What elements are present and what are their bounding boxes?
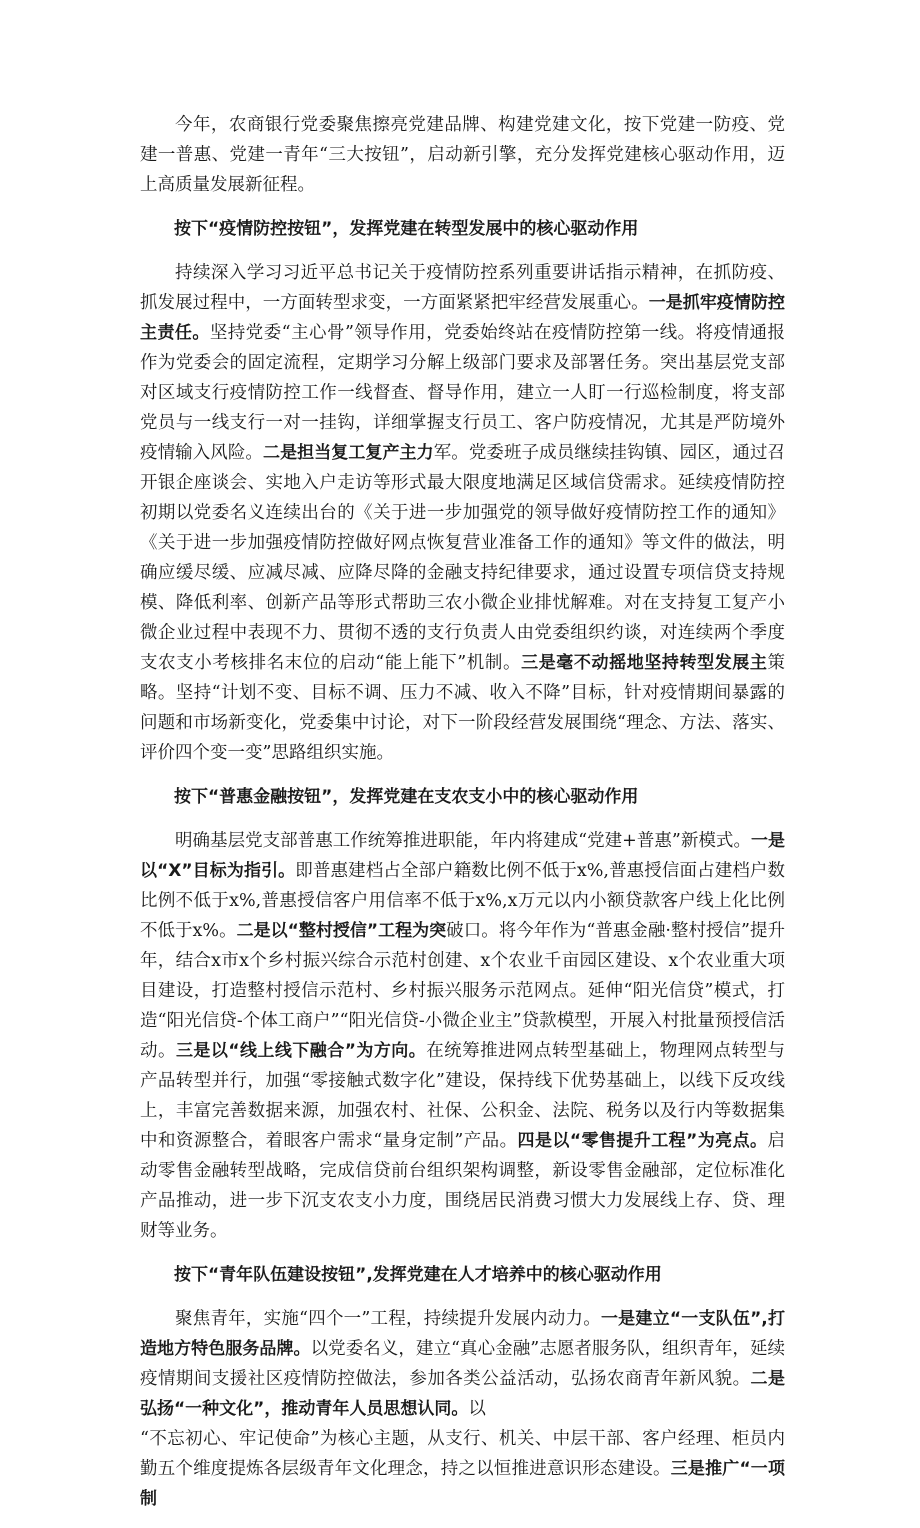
s1-bold-2: 二是担当复工复产主力 [263, 443, 434, 463]
section-3-body [140, 1304, 785, 1424]
s3-text-1: 聚焦青年，实施“四个一”工程，持续提升发展内动力。 [175, 1309, 601, 1329]
s2-text-5: 启动零售金融转型战略，完成信贷前台组织架构调整，新设零售金融部，定位标准化产品推动，进一步下沉支农支小力度，围绕居民消费习惯大力发展线上存、贷、理财等业务。 [140, 1131, 785, 1241]
s2-bold-4: 四是以“零售提升工程”为亮点。 [517, 1131, 768, 1151]
s1-bold-3: 三是毫不动摇地坚持转型发展主 [521, 653, 768, 673]
s2-bold-2: 二是以“整村授信”工程为突 [236, 921, 447, 941]
section-3-body-continued [140, 1424, 785, 1514]
s2-bold-3: 三是以“线上线下融合”为方向。 [175, 1041, 427, 1061]
s2-text-3: 破口。将今年作为“普惠金融·整村授信”提升年，结合x市x个乡村振兴综合示范村创建、x个农业千亩园区建设、x个农业重大项目建设，打造整村授信示范村、乡村振兴服务示范网点。延伸“阳光信贷”模式，打造“阳光信贷-个体工商户”“阳光信贷-小微企业主”贷款模型，开展入村批量预授信活动。 [140, 921, 785, 1061]
section-1-body [140, 258, 785, 768]
s3-text-4: “不忘初心、牢记使命”为核心主题，从支行、机关、中层干部、客户经理、柜员内勤五个维度提炼各层级青年文化理念，持之以恒推进意识形态建设。 [140, 1429, 785, 1479]
s2-text-1: 明确基层党支部普惠工作统筹推进职能，年内将建成“党建+普惠”新模式。 [175, 831, 751, 851]
s1-text-3: 军。党委班子成员继续挂钩镇、园区，通过召开银企座谈会、实地入户走访等形式最大限度地满足区域信贷需求。延续疫情防控初期以党委名义连续出台的《关于进一步加强党的领导做好疫情防控工作的通知》《关于进一步加强疫情防控做好网点恢复营业准备工作的通知》等文件的做法，明确应缓尽缓、应减尽减、应降尽降的金融支持纪律要求，通过设置专项信贷支持规模、降低利率、创新产品等形式帮助三农小微企业排忧解难。对在支持复工复产小微企业过程中表现不力、贯彻不透的支行负责人由党委组织约谈，对连续两个季度支农支小考核排名末位的启动“能上能下”机制。 [140, 443, 786, 673]
s2-bold-1: 一是以“X”目标为指引。 [140, 831, 785, 881]
document-page [140, 110, 785, 1528]
section-2-body [140, 826, 785, 1246]
s3-text-3: 以 [468, 1399, 486, 1419]
s2-text-2: 即普惠建档占全部户籍数比例不低于x%,普惠授信面占建档户数比例不低于x%,普惠授信客户用信率不低于x%,x万元以内小额贷款客户线上化比例不低于x%。 [140, 861, 786, 941]
s1-text-1: 持续深入学习习近平总书记关于疫情防控系列重要讲话指示精神，在抓防疫、抓发展过程中，一方面转型求变，一方面紧紧把牢经营发展重心。 [140, 263, 785, 313]
s2-text-4: 在统筹推进网点转型基础上，物理网点转型与产品转型并行，加强“零接触式数字化”建设，保持线下优势基础上，以线下反攻线上，丰富完善数据来源，加强农村、社保、公积金、法院、税务以及行内等数据集中和资源整合，着眼客户需求“量身定制”产品。 [140, 1041, 785, 1151]
s1-text-2: 坚持党委“主心骨”领导作用，党委始终站在疫情防控第一线。将疫情通报作为党委会的固定流程，定期学习分解上级部门要求及部署任务。突出基层党支部对区域支行疫情防控工作一线督查、督导作用，建立一人盯一行巡检制度，将支部党员与一线支行一对一挂钩，详细掌握支行员工、客户防疫情况，尤其是严防境外疫情输入风险。 [140, 323, 785, 463]
s1-bold-1: 一是抓牢疫情防控主责任。 [140, 293, 786, 343]
intro-paragraph: 今年，农商银行党委聚焦擦亮党建品牌、构建党建文化，按下党建一防疫、党建一普惠、党建一青年“三大按钮”，启动新引擎，充分发挥党建核心驱动作用，迈上高质量发展新征程。 [140, 115, 785, 195]
s3-bold-3: 三是推广“一项制 [140, 1459, 785, 1509]
s3-bold-1: 一是建立“一支队伍”,打造地方特色服务品牌。 [140, 1309, 785, 1359]
s3-text-2: 以党委名义，建立“真心金融”志愿者服务队，组织青年，延续疫情期间支援社区疫情防控做法，参加各类公益活动，弘扬农商青年新风貌。 [140, 1339, 785, 1389]
s3-bold-2: 二是弘扬“一种文化”，推动青年人员思想认同。 [140, 1369, 786, 1419]
s1-text-4: 策略。坚持“计划不变、目标不调、压力不减、收入不降”目标，针对疫情期间暴露的问题和市场新变化，党委集中讨论，对下一阶段经营发展围绕“理念、方法、落实、评价四个变一变”思路组织实施。 [140, 653, 785, 763]
section-3-heading: 按下“青年队伍建设按钮”,发挥党建在人才培养中的核心驱动作用 [174, 1265, 662, 1285]
section-2-heading: 按下“普惠金融按钮”，发挥党建在支农支小中的核心驱动作用 [174, 787, 639, 807]
section-1-heading: 按下“疫情防控按钮”，发挥党建在转型发展中的核心驱动作用 [174, 219, 639, 239]
